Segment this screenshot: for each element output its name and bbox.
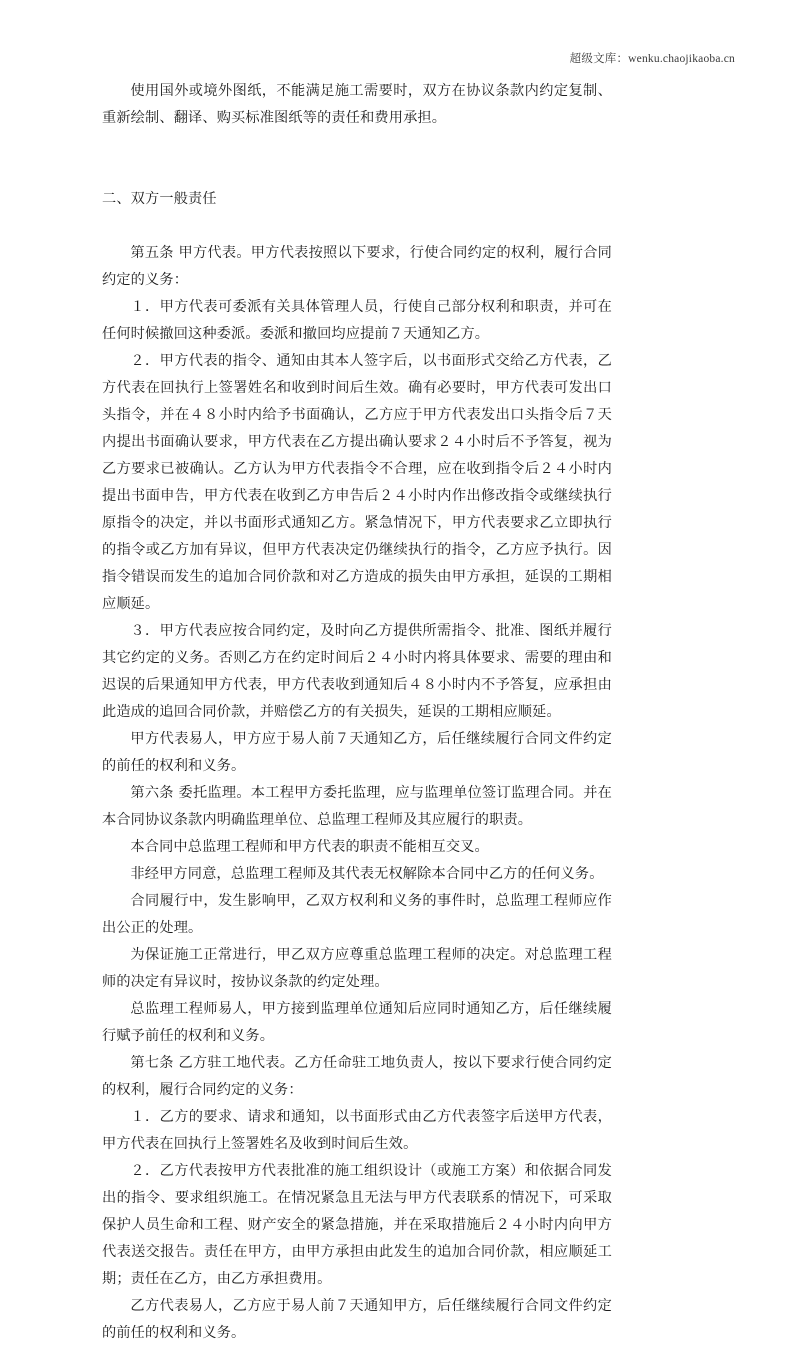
paragraph-article-7-representative-change: 乙方代表易人，乙方应于易人前７天通知甲方，后任继续履行合同文件约定的前任的权利和义务。 bbox=[102, 1298, 612, 1341]
header-site-label: 超级文库： bbox=[569, 51, 629, 65]
paragraph-article-6-respect-decision: 为保证施工正常进行，甲乙双方应尊重总监理工程师的决定。对总监理工程师的决定有异议时，按协议条款的约定处理。 bbox=[102, 947, 612, 990]
page-running-header bbox=[0, 50, 735, 67]
paragraph-article-5-representative-change: 甲方代表易人，甲方应于易人前７天通知乙方，后任继续履行合同文件约定的前任的权利和义务。 bbox=[102, 731, 612, 774]
paragraph-article-7-lead: 第七条 乙方驻工地代表。乙方任命驻工地负责人，按以下要求行使合同约定的权利，履行合同约定的义务： bbox=[102, 1055, 612, 1098]
paragraph-article-6-no-release: 非经甲方同意，总监理工程师及其代表无权解除本合同中乙方的任何义务。 bbox=[130, 866, 604, 882]
paragraph-article-6-lead: 第六条 委托监理。本工程甲方委托监理，应与监理单位签订监理合同。并在本合同协议条款内明确监理单位、总监理工程师及其应履行的职责。 bbox=[102, 785, 612, 828]
paragraph-article-6-fair-handling: 合同履行中，发生影响甲，乙双方权利和义务的事件时，总监理工程师应作出公正的处理。 bbox=[102, 893, 612, 936]
paragraph-article-6-engineer-change: 总监理工程师易人，甲方接到监理单位通知后应同时通知乙方，后任继续履行赋予前任的权利和义务。 bbox=[102, 1001, 612, 1044]
paragraph-article-5-item-3: ３．甲方代表应按合同约定，及时向乙方提供所需指令、批准、图纸并履行其它约定的义务。否则乙方在约定时间后２４小时内将具体要求、需要的理由和迟误的后果通知甲方代表，甲方代表收到通知后４８小时内不予答复，应承担由此造成的追回合同价款，并赔偿乙方的有关损失，延误的工期相应顺延。 bbox=[102, 623, 612, 720]
header-site-url: wenku.chaojikaoba.cn bbox=[628, 53, 735, 65]
paragraph-article-7-item-2: ２．乙方代表按甲方代表批准的施工组织设计（或施工方案）和依据合同发出的指令、要求组织施工。在情况紧急且无法与甲方代表联系的情况下，可采取保护人员生命和工程、财产安全的紧急措施，并在采取措施后２４小时内向甲方代表送交报告。责任在甲方，由甲方承担由此发生的追加合同价款，相应顺延工期；责任在乙方，由乙方承担费用。 bbox=[102, 1163, 612, 1287]
vertical-spacer bbox=[102, 213, 612, 240]
paragraph-article-7-item-1: １．乙方的要求、请求和通知，以书面形式由乙方代表签字后送甲方代表，甲方代表在回执行上签署姓名及收到时间后生效。 bbox=[102, 1109, 612, 1152]
paragraph-article-5-lead: 第五条 甲方代表。甲方代表按照以下要求，行使合同约定的权利，履行合同约定的义务： bbox=[102, 245, 612, 288]
document-body bbox=[102, 78, 612, 1347]
paragraph-article-5-item-2: ２．甲方代表的指令、通知由其本人签字后，以书面形式交给乙方代表，乙方代表在回执行上签署姓名和收到时间后生效。确有必要时，甲方代表可发出口头指令，并在４８小时内给予书面确认，乙方应于甲方代表发出口头指令后７天内提出书面确认要求，甲方代表在乙方提出确认要求２４小时后不予答复，视为乙方要求已被确认。乙方认为甲方代表指令不合理，应在收到指令后２４小时内提出书面申告，甲方代表在收到乙方申告后２４小时内作出修改指令或继续执行原指令的决定，并以书面形式通知乙方。紧急情况下，甲方代表要求乙立即执行的指令或乙方加有异议，但甲方代表决定仍继续执行的指令，乙方应予执行。因指令错误而发生的追加合同价款和对乙方造成的损失由甲方承担，延误的工期相应顺延。 bbox=[102, 353, 612, 612]
vertical-spacer bbox=[102, 132, 612, 186]
paragraph-foreign-drawings: 使用国外或境外图纸，不能满足施工需要时，双方在协议条款内约定复制、重新绘制、翻译、购买标准图纸等的责任和费用承担。 bbox=[102, 83, 612, 126]
section-heading-general-responsibility: 二、双方一般责任 bbox=[102, 191, 217, 207]
paragraph-article-5-item-1: １．甲方代表可委派有关具体管理人员，行使自己部分权利和职责，并可在任何时候撤回这种委派。委派和撤回均应提前７天通知乙方。 bbox=[102, 299, 612, 342]
paragraph-article-6-no-overlap: 本合同中总监理工程师和甲方代表的职责不能相互交叉。 bbox=[130, 839, 489, 855]
